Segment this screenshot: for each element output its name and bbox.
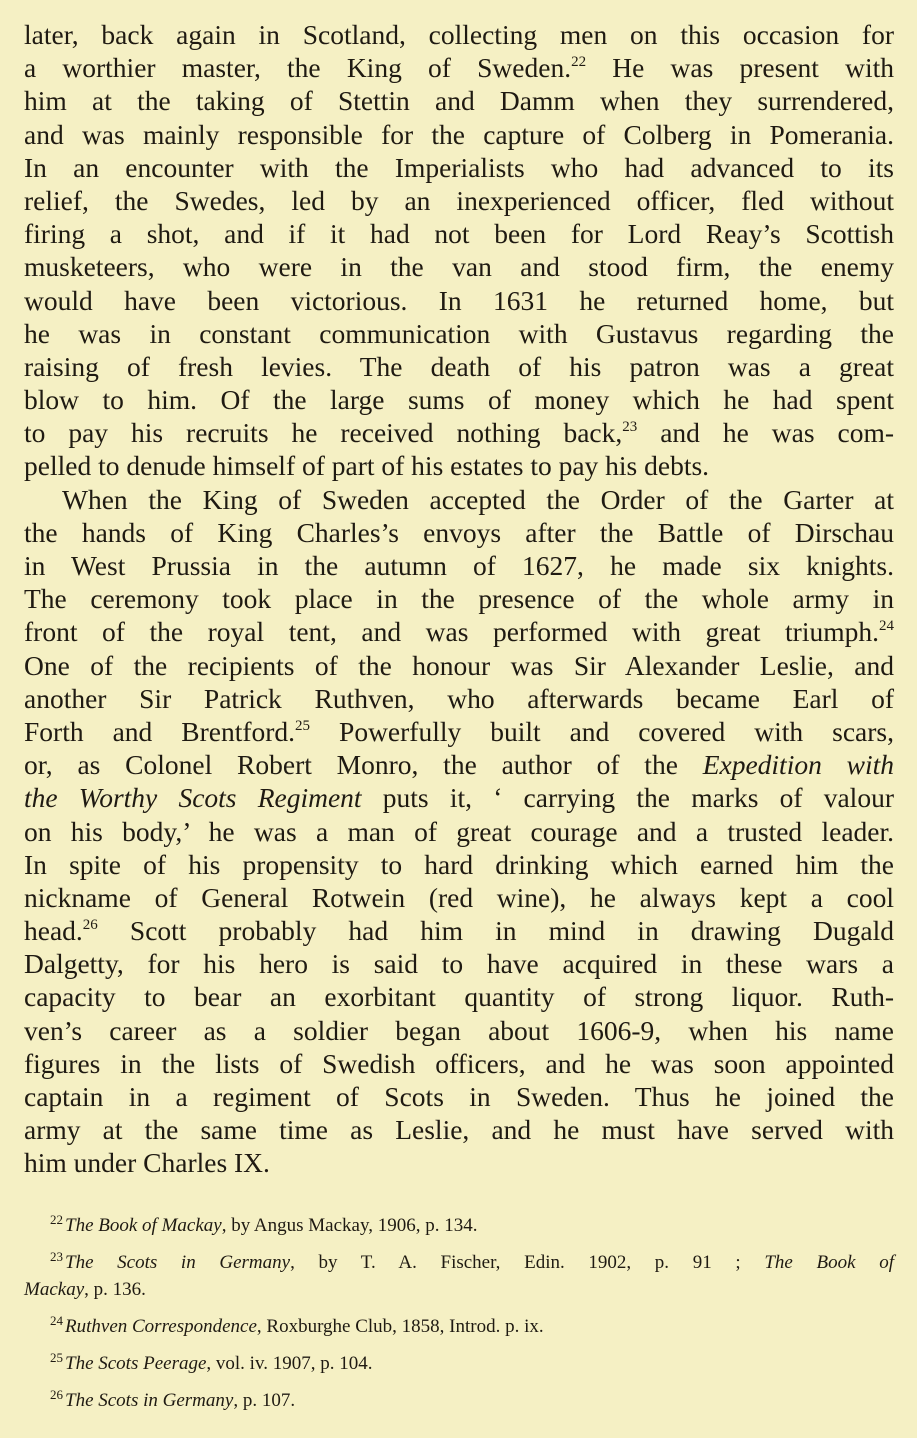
- text-line: to pay his recruits he received nothing back,$^{23}$ and he was com-: [24, 417, 895, 449]
- italic-title: The Scots Peerage: [65, 1353, 207, 1374]
- footnote-line: $^{23}$ The Scots in Germany, by T. A. Fischer, Edin. 1902, p. 91 ; The Book of: [50, 1248, 894, 1273]
- footnote-line: Mackay, p. 136.: [24, 1279, 146, 1300]
- text-line: ven’s career as a soldier began about 1606-9, when his name: [24, 1014, 894, 1046]
- text-line: Dalgetty, for his hero is said to have acquired in these wars a: [24, 948, 894, 980]
- footnotes: [24, 1212, 894, 1424]
- footnote-line: $^{25}$ The Scots Peerage, vol. iv. 1907, p. 104.: [50, 1349, 373, 1374]
- italic-title: The Book of Mackay: [65, 1215, 222, 1236]
- footnote-23: [24, 1249, 894, 1303]
- text-line: firing a shot, and if it had not been for Lord Reay’s Scottish: [24, 218, 894, 250]
- italic-title: Mackay: [24, 1279, 85, 1300]
- footnote-26: [24, 1387, 894, 1414]
- footnote-reference[interactable]: 25: [295, 717, 311, 734]
- text-line: a worthier master, the King of Sweden.$^{22}$ He was present with: [24, 52, 895, 84]
- text-line: and was mainly responsible for the capture of Colberg in Pomerania.: [24, 118, 894, 150]
- footnote-reference[interactable]: 24: [879, 618, 894, 635]
- main-text: [24, 18, 894, 1180]
- footnote-reference[interactable]: 22: [571, 54, 587, 71]
- italic-title: The Scots in Germany: [65, 1390, 234, 1411]
- text-line: blow to him. Of the large sums of money which he had spent: [24, 384, 894, 416]
- text-line: One of the recipients of the honour was Sir Alexander Leslie, and: [24, 649, 894, 681]
- footnote-line: $^{22}$ The Book of Mackay, by Angus Mackay, 1906, p. 134.: [50, 1211, 478, 1236]
- text-line: in West Prussia in the autumn of 1627, he made six knights.: [24, 550, 894, 581]
- text-line: on his body,’ he was a man of great courage and a trusted leader.: [24, 815, 894, 847]
- italic-title: the Worthy Scots Regiment: [24, 782, 362, 814]
- footnote-line: $^{26}$ The Scots in Germany, p. 107.: [50, 1386, 296, 1411]
- text-line: capacity to bear an exorbitant quantity of strong liquor. Ruth-: [24, 981, 894, 1013]
- text-line: him at the taking of Stettin and Damm when they surrendered,: [24, 85, 894, 117]
- italic-title: The Book of: [764, 1252, 894, 1273]
- text-line: nickname of General Rotwein (red wine), he always kept a cool: [24, 881, 894, 913]
- text-line: later, back again in Scotland, collecting men on this occasion for: [24, 19, 894, 50]
- footnote-number: 22: [50, 1211, 63, 1227]
- text-line: Forth and Brentford.$^{25}$ Powerfully built and covered with scars,: [24, 715, 894, 747]
- text-line: figures in the lists of Swedish officers, and he was soon appointed: [24, 1047, 894, 1079]
- text-line: front of the royal tent, and was performed with great triumph.$^{24}$: [24, 616, 894, 648]
- footnote-24: [24, 1313, 894, 1340]
- italic-title: Expedition with: [702, 749, 894, 781]
- footnote-number: 23: [50, 1248, 63, 1264]
- footnote-22: [24, 1212, 894, 1239]
- text-line: raising of fresh levies. The death of his patron was a great: [24, 350, 894, 382]
- text-line: he was in constant communication with Gustavus regarding the: [24, 317, 894, 349]
- text-line: or, as Colonel Robert Monro, the author of the Expedition with: [24, 749, 894, 781]
- footnote-line: $^{24}$ Ruthven Correspondence, Roxburghe Club, 1858, Introd. p. ix.: [50, 1312, 544, 1337]
- text-line: the Worthy Scots Regiment puts it, ‘ carrying the marks of valour: [24, 782, 894, 814]
- text-line: captain in a regiment of Scots in Sweden. Thus he joined the: [24, 1081, 894, 1112]
- text-line: another Sir Patrick Ruthven, who afterwards became Earl of: [24, 682, 894, 714]
- footnote-reference[interactable]: 26: [82, 917, 98, 934]
- text-line: head.$^{26}$ Scott probably had him in mind in drawing Dugald: [24, 915, 894, 947]
- text-line: would have been victorious. In 1631 he returned home, but: [24, 284, 894, 316]
- text-line: In spite of his propensity to hard drinking which earned him the: [24, 848, 894, 880]
- italic-title: The Scots in Germany: [65, 1252, 291, 1273]
- footnote-number: 24: [50, 1312, 63, 1328]
- text-line: pelled to denude himself of part of his estates to pay his debts.: [24, 450, 710, 482]
- italic-title: Ruthven Correspondence: [65, 1316, 257, 1337]
- footnote-reference[interactable]: 23: [622, 419, 638, 436]
- footnote-number: 25: [50, 1349, 63, 1365]
- text-line: In an encounter with the Imperialists who had advanced to its: [24, 151, 894, 183]
- footnote-number: 26: [50, 1386, 63, 1402]
- text-line: relief, the Swedes, led by an inexperienced officer, fled without: [24, 184, 894, 216]
- text-line: army at the same time as Leslie, and he must have served with: [24, 1114, 894, 1146]
- text-line: musketeers, who were in the van and stood firm, the enemy: [24, 251, 894, 283]
- footnote-25: [24, 1350, 894, 1377]
- text-line: The ceremony took place in the presence of the whole army in: [24, 583, 894, 615]
- text-line: him under Charles IX.: [24, 1147, 270, 1179]
- text-line: When the King of Sweden accepted the Order of the Garter at: [62, 483, 894, 515]
- text-line: the hands of King Charles’s envoys after the Battle of Dirschau: [24, 516, 894, 548]
